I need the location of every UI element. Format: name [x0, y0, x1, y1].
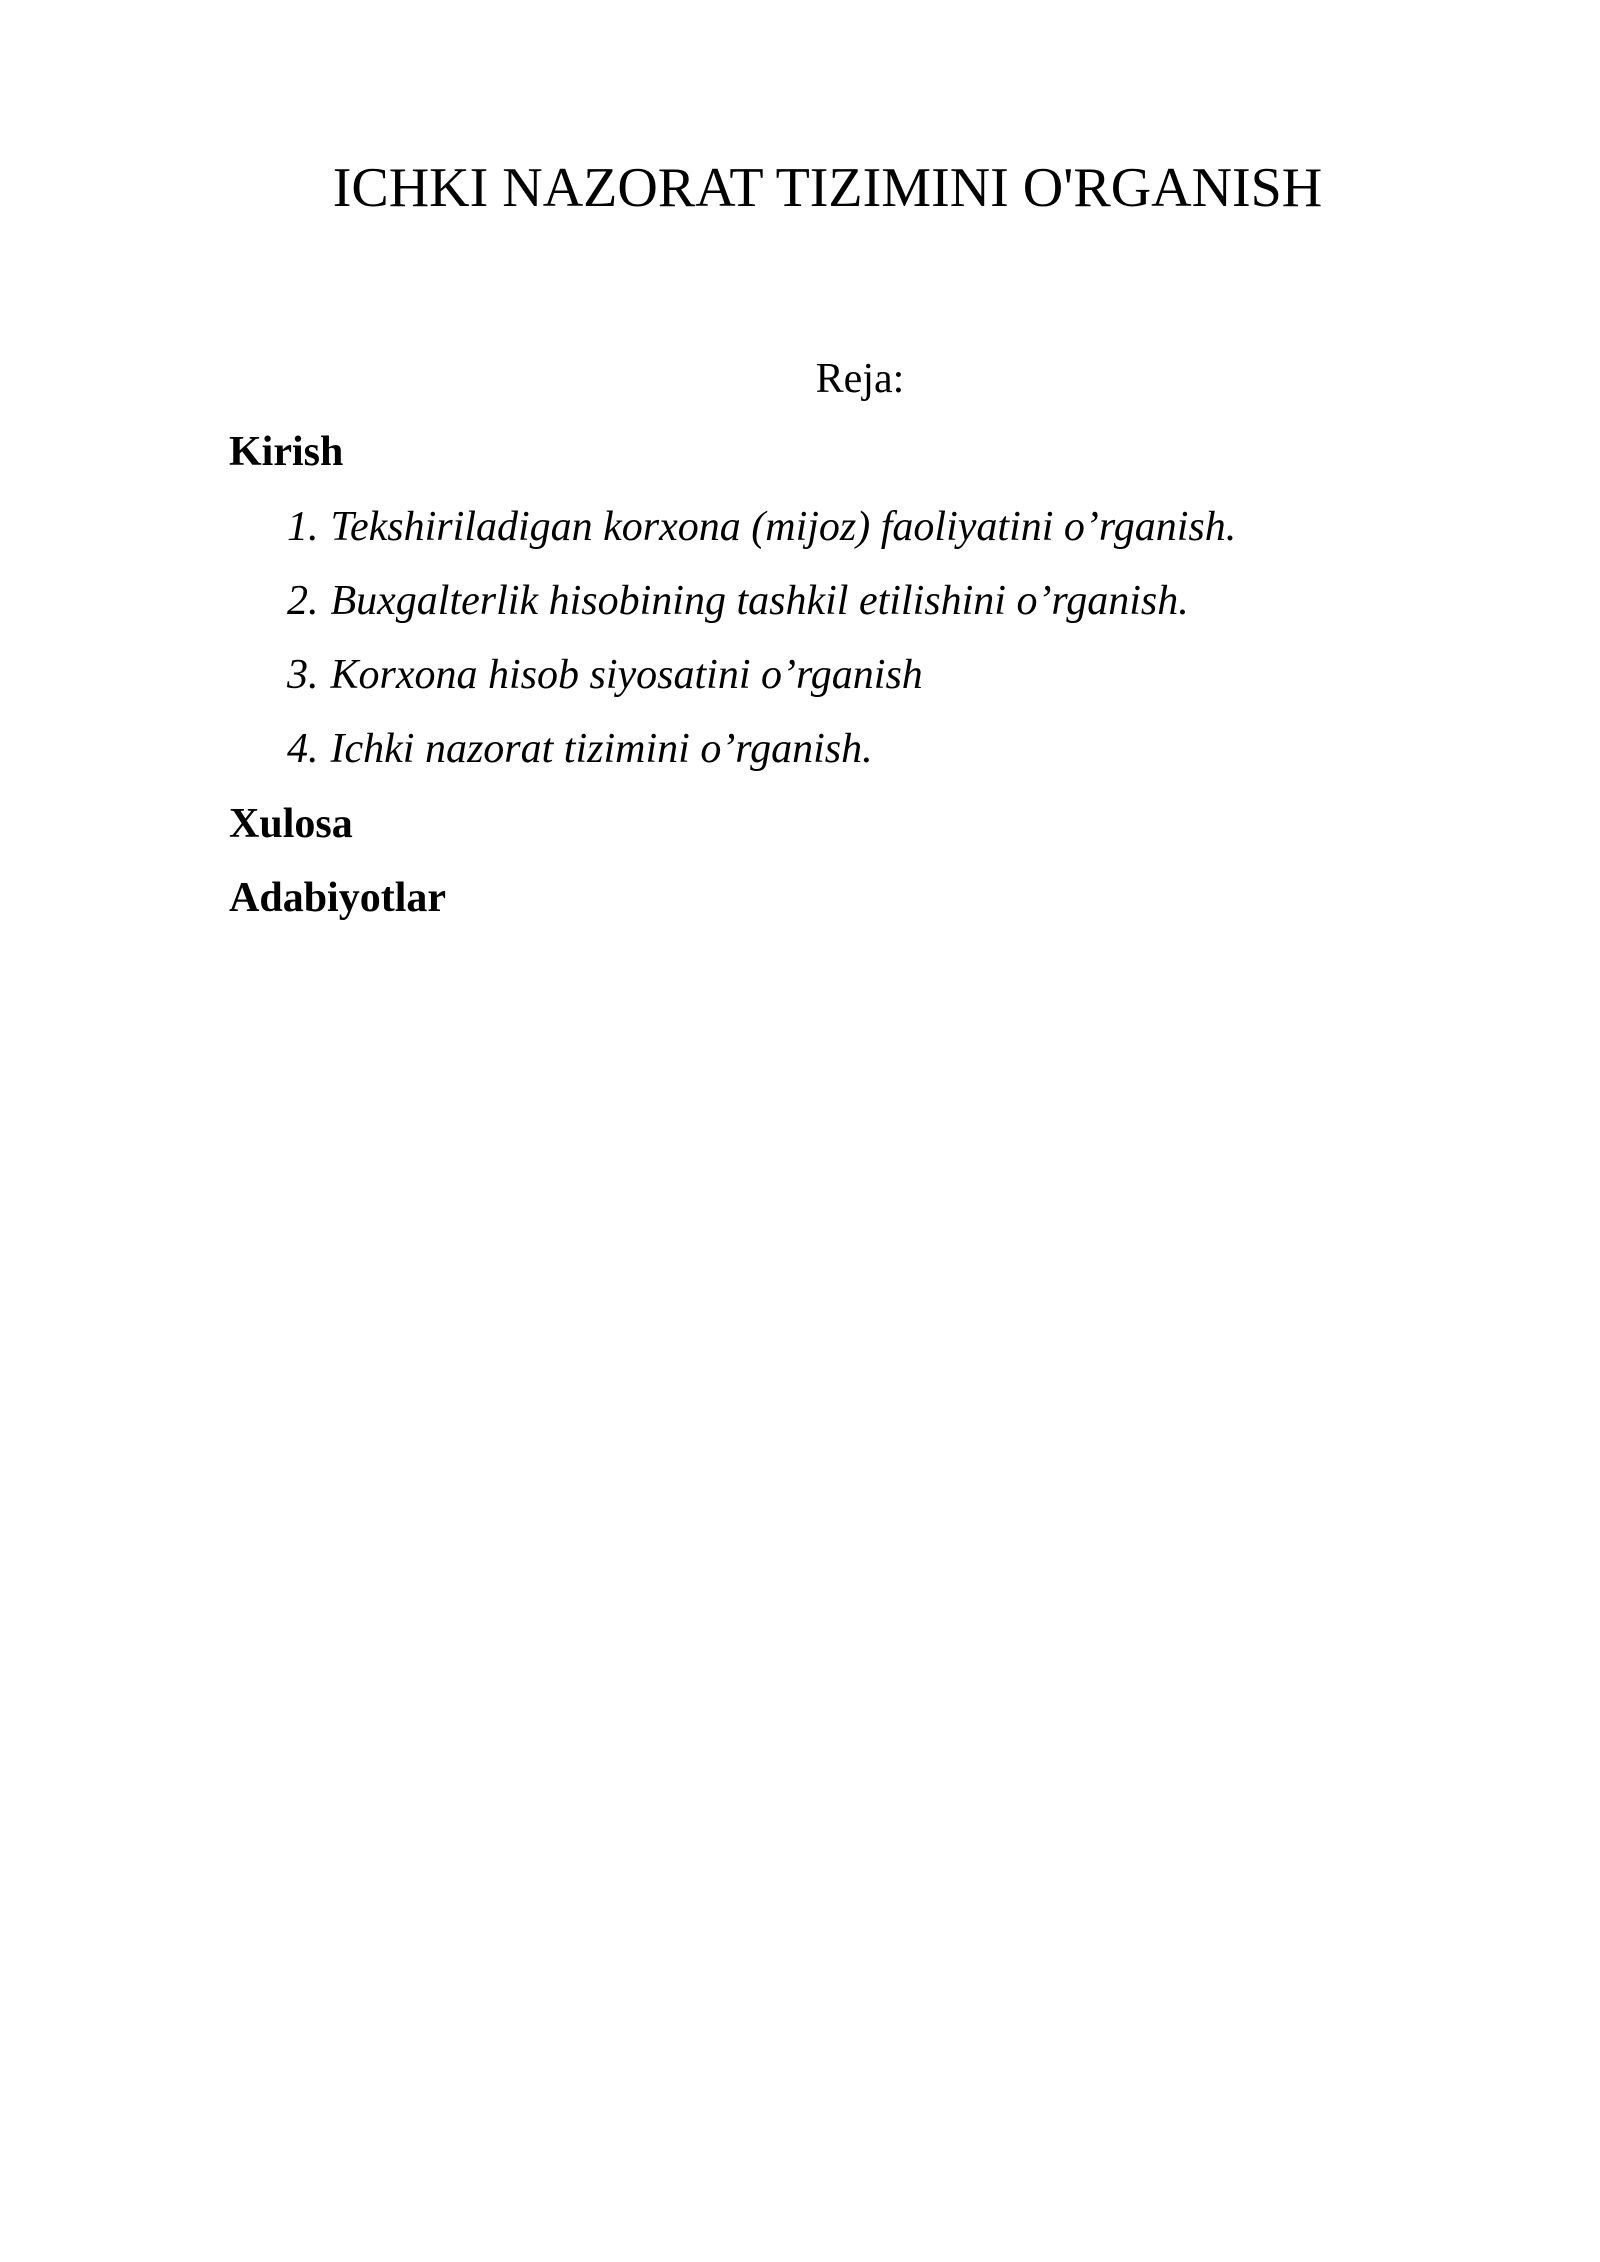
section-heading-literature: Adabiyotlar — [229, 875, 447, 921]
section-heading-intro: Kirish — [229, 429, 344, 475]
plan-item-number: 4. — [287, 726, 319, 772]
plan-item-2 — [287, 574, 1189, 628]
plan-item-text: Buxgalterlik hisobining tashkil etilishini o’rganish. — [330, 578, 1189, 624]
plan-item-text: Tekshiriladigan korxona (mijoz) faoliyatini o’rganish. — [330, 504, 1237, 550]
plan-item-3 — [287, 648, 923, 702]
plan-item-text: Ichki nazorat tizimini o’rganish. — [330, 726, 873, 772]
page-title: ICHKI NAZORAT TIZIMINI O'RGANISH — [332, 157, 1323, 219]
plan-item-number: 1. — [287, 504, 319, 550]
plan-item-number: 2. — [287, 578, 319, 624]
plan-heading: Reja: — [815, 356, 905, 402]
section-heading-conclusion: Xulosa — [229, 801, 353, 847]
plan-item-number: 3. — [287, 652, 319, 698]
plan-item-4 — [287, 722, 873, 776]
plan-item-1 — [287, 500, 1236, 554]
plan-item-text: Korxona hisob siyosatini o’rganish — [330, 652, 923, 698]
